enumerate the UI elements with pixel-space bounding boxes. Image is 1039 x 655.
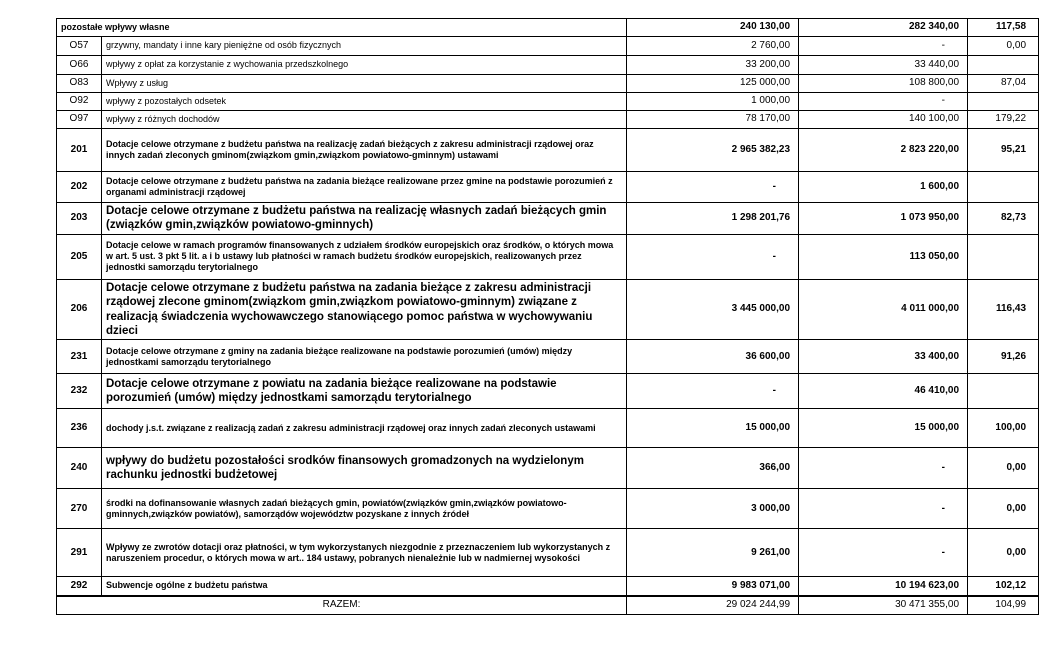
row-description: Dotacje celowe otrzymane z budżetu państwa na realizację zadań bieżących z zakresu administracji rządowej oraz innych zadań zleconych gminom(związkom gmin,związkom powiatowo-gminnym) ustawami <box>102 129 627 172</box>
row-description: wpływy z różnych dochodów <box>102 111 627 129</box>
table-row <box>57 409 1039 448</box>
row-code: 232 <box>57 374 102 409</box>
row-description: Wpływy z usług <box>102 75 627 93</box>
row-percent <box>968 56 1039 75</box>
row-description: wpływy do budżetu pozostałości srodków finansowych gromadzonych na wydzielonym rachunku jednostki budżetowej <box>102 448 627 489</box>
row-percent: 100,00 <box>968 409 1039 448</box>
row-executed-amount: 4 011 000,00 <box>799 279 968 340</box>
table-row <box>57 529 1039 577</box>
row-description: wpływy z pozostałych odsetek <box>102 93 627 111</box>
row-plan-amount: 1 000,00 <box>627 93 799 111</box>
row-executed-amount: - <box>799 489 968 529</box>
row-executed-amount: 108 800,00 <box>799 75 968 93</box>
row-plan-amount: 125 000,00 <box>627 75 799 93</box>
row-plan-amount: 78 170,00 <box>627 111 799 129</box>
total-percent: 104,99 <box>968 596 1039 615</box>
row-plan-amount: - <box>627 374 799 409</box>
row-code: O92 <box>57 93 102 111</box>
row-description: Dotacje celowe otrzymane z powiatu na zadania bieżące realizowane na podstawie porozumień (umów) między jednostkami samorządu terytorialnego <box>102 374 627 409</box>
row-percent: 0,00 <box>968 37 1039 56</box>
table-row <box>57 37 1039 56</box>
row-plan-amount: 15 000,00 <box>627 409 799 448</box>
row-plan-amount: 2 760,00 <box>627 37 799 56</box>
row-executed-amount: 1 073 950,00 <box>799 203 968 235</box>
row-percent: 91,26 <box>968 340 1039 374</box>
row-plan-amount: 9 983 071,00 <box>627 577 799 596</box>
row-description: Dotacje celowe otrzymane z budżetu państwa na zadania bieżące z zakresu administracji rządowej zlecone gminom(związkom gmin,związkom powiatowo-gminnym) związane z realizacją świadczenia wychowawczego stanowiącego pomoc państwa w wychowywaniu dzieci <box>102 279 627 340</box>
table-row <box>57 56 1039 75</box>
row-plan-amount: 36 600,00 <box>627 340 799 374</box>
budget-income-table <box>56 18 1039 615</box>
row-percent: 0,00 <box>968 529 1039 577</box>
row-description: grzywny, mandaty i inne kary pieniężne od osób fizycznych <box>102 37 627 56</box>
row-code: O66 <box>57 56 102 75</box>
row-plan-amount: 1 298 201,76 <box>627 203 799 235</box>
row-percent <box>968 234 1039 279</box>
row-plan-amount: 3 445 000,00 <box>627 279 799 340</box>
table-row <box>57 19 1039 37</box>
row-plan-amount: 240 130,00 <box>627 19 799 37</box>
row-plan-amount: - <box>627 234 799 279</box>
row-description: pozostałe wpływy własne <box>57 19 627 37</box>
row-code: 291 <box>57 529 102 577</box>
row-code: 202 <box>57 172 102 203</box>
row-executed-amount: 10 194 623,00 <box>799 577 968 596</box>
row-percent: 0,00 <box>968 448 1039 489</box>
row-code: 201 <box>57 129 102 172</box>
table-row <box>57 75 1039 93</box>
row-description: dochody j.s.t. związane z realizacją zadań z zakresu administracji rządowej oraz innych zadań zleconych ustawami <box>102 409 627 448</box>
row-percent <box>968 172 1039 203</box>
row-executed-amount: 15 000,00 <box>799 409 968 448</box>
row-description: Dotacje celowe otrzymane z budżetu państwa na realizację własnych zadań bieżących gmin (związków gmin,związków powiatowo-gminnych) <box>102 203 627 235</box>
row-code: 231 <box>57 340 102 374</box>
total-plan-amount: 29 024 244,99 <box>627 596 799 615</box>
table-row <box>57 577 1039 596</box>
row-description: wpływy z opłat za korzystanie z wychowania przedszkolnego <box>102 56 627 75</box>
row-percent: 87,04 <box>968 75 1039 93</box>
total-row <box>57 596 1039 615</box>
row-percent: 0,00 <box>968 489 1039 529</box>
table-body <box>57 19 1039 615</box>
row-description: Dotacje celowe otrzymane z budżetu państwa na zadania bieżące realizowane przez gmine na podstawie porozumień z organami administracji rządowej <box>102 172 627 203</box>
row-plan-amount: 9 261,00 <box>627 529 799 577</box>
row-percent <box>968 93 1039 111</box>
table-row <box>57 111 1039 129</box>
row-plan-amount: 33 200,00 <box>627 56 799 75</box>
row-percent: 179,22 <box>968 111 1039 129</box>
budget-income-table-sheet <box>56 18 1027 615</box>
row-description: Wpływy ze zwrotów dotacji oraz płatności, w tym wykorzystanych niezgodnie z przeznaczeniem lub wykorzystanych z naruszeniem procedur, o których mowa w art.. 184 ustawy, pobranych nienależnie lub w nadmiernej wysokości <box>102 529 627 577</box>
row-percent <box>968 374 1039 409</box>
table-row <box>57 203 1039 235</box>
table-row <box>57 340 1039 374</box>
row-description: Dotacje celowe otrzymane z gminy na zadania bieżące realizowane na podstawie porozumień (umów) między jednostkami samorządu terytorialnego <box>102 340 627 374</box>
row-percent: 117,58 <box>968 19 1039 37</box>
row-executed-amount: 1 600,00 <box>799 172 968 203</box>
row-executed-amount: 113 050,00 <box>799 234 968 279</box>
table-row <box>57 172 1039 203</box>
row-description: środki na dofinansowanie własnych zadań bieżących gmin, powiatów(związków gmin,związków powiatowo-gminnych,związków powiatów), samorządów województw pozyskane z innych źródeł <box>102 489 627 529</box>
row-code: 203 <box>57 203 102 235</box>
row-plan-amount: 2 965 382,23 <box>627 129 799 172</box>
row-plan-amount: 3 000,00 <box>627 489 799 529</box>
row-code: 205 <box>57 234 102 279</box>
row-percent: 82,73 <box>968 203 1039 235</box>
row-description: Subwencje ogólne z budżetu państwa <box>102 577 627 596</box>
row-code: 240 <box>57 448 102 489</box>
row-plan-amount: - <box>627 172 799 203</box>
row-plan-amount: 366,00 <box>627 448 799 489</box>
row-executed-amount: - <box>799 448 968 489</box>
row-code: O57 <box>57 37 102 56</box>
row-code: O83 <box>57 75 102 93</box>
row-code: 206 <box>57 279 102 340</box>
table-row <box>57 93 1039 111</box>
table-row <box>57 279 1039 340</box>
row-executed-amount: 282 340,00 <box>799 19 968 37</box>
total-label: RAZEM: <box>57 596 627 615</box>
row-percent: 116,43 <box>968 279 1039 340</box>
row-executed-amount: - <box>799 529 968 577</box>
table-row <box>57 489 1039 529</box>
row-code: 236 <box>57 409 102 448</box>
row-executed-amount: 46 410,00 <box>799 374 968 409</box>
row-percent: 95,21 <box>968 129 1039 172</box>
row-executed-amount: - <box>799 37 968 56</box>
row-code: 270 <box>57 489 102 529</box>
row-executed-amount: - <box>799 93 968 111</box>
row-description: Dotacje celowe w ramach programów finansowanych z udziałem środków europejskich oraz środków, o których mowa w art. 5 ust. 3 pkt 5 lit. a i b ustawy lub płatności w ramach budżetu środków europejskich, realizowanych przez jednostki samorządu terytorialnego <box>102 234 627 279</box>
row-code: 292 <box>57 577 102 596</box>
row-executed-amount: 140 100,00 <box>799 111 968 129</box>
row-executed-amount: 33 400,00 <box>799 340 968 374</box>
table-row <box>57 448 1039 489</box>
table-row <box>57 374 1039 409</box>
row-code: O97 <box>57 111 102 129</box>
table-row <box>57 129 1039 172</box>
table-row <box>57 234 1039 279</box>
row-executed-amount: 33 440,00 <box>799 56 968 75</box>
row-percent: 102,12 <box>968 577 1039 596</box>
row-executed-amount: 2 823 220,00 <box>799 129 968 172</box>
total-executed-amount: 30 471 355,00 <box>799 596 968 615</box>
